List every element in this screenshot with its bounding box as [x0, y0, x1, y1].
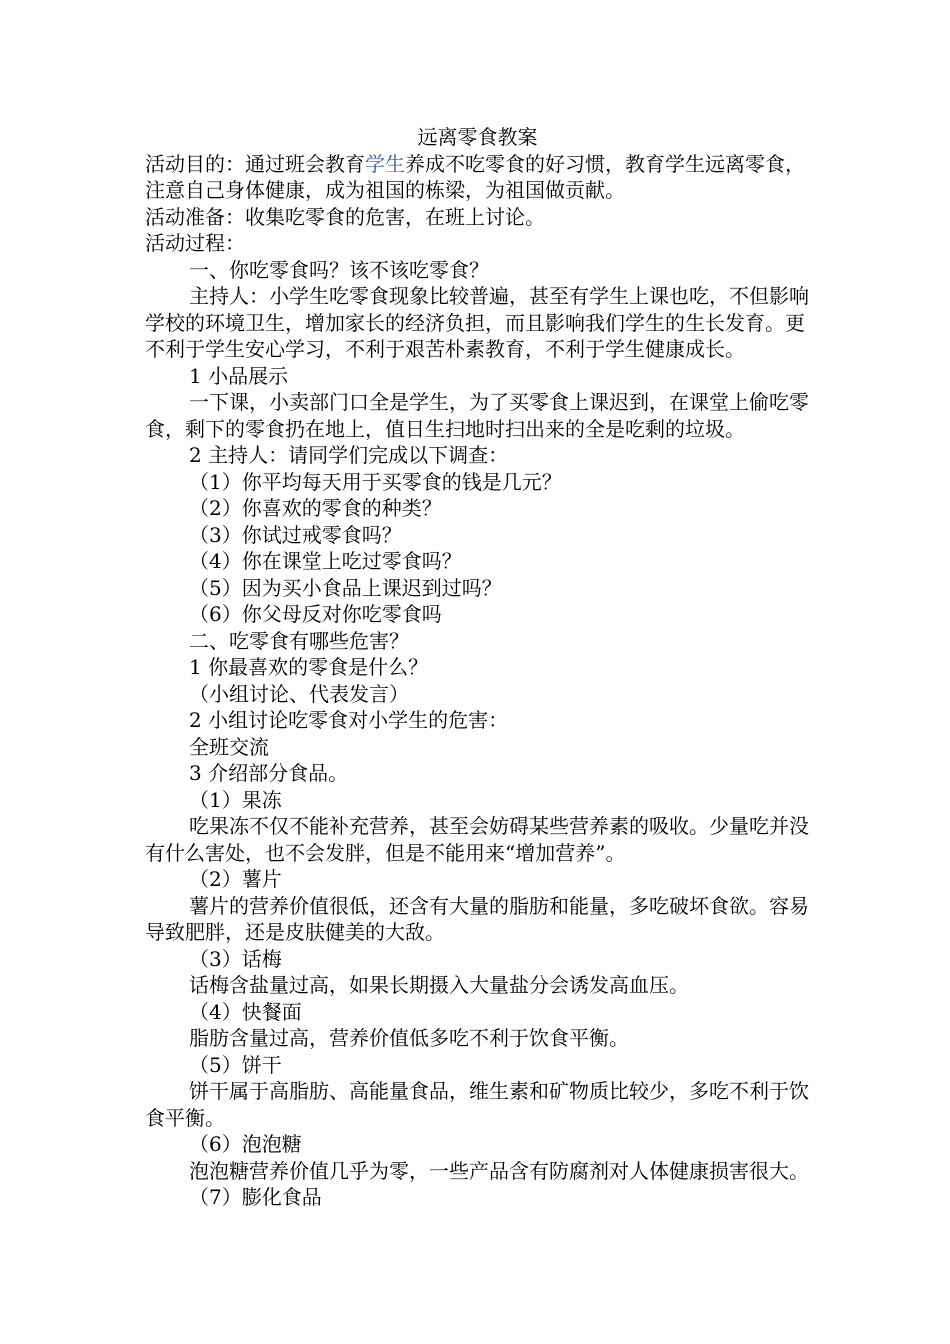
survey-item: （6）你父母反对你吃零食吗: [189, 602, 442, 626]
section-2-heading: 二、吃零食有哪些危害？: [189, 628, 409, 653]
activity-preparation: 活动准备：收集吃零食的危害，在班上讨论。: [145, 204, 545, 229]
question-2-note: 全班交流: [189, 734, 269, 759]
food-description: 泡泡糖营养价值几乎为零，一些产品含有防腐剂对人体健康损害很大。: [189, 1158, 809, 1183]
survey-item: （1）你平均每天用于买零食的钱是几元？: [189, 469, 562, 494]
purpose-text-start: 活动目的：通过班会教育: [145, 151, 365, 176]
question-1: 1 你最喜欢的零食是什么？: [189, 655, 429, 679]
question-1-note: （小组讨论、代表发言）: [189, 681, 409, 706]
activity-purpose: [145, 151, 810, 204]
student-link[interactable]: 学生: [365, 151, 405, 176]
activity-process-label: 活动过程：: [145, 231, 245, 255]
food-description: 话梅含盐量过高，如果长期摄入大量盐分会诱发高血压。: [189, 973, 689, 997]
food-description: 薯片的营养价值很低，还含有大量的脂肪和能量，多吃破坏食欲。容易导致肥胖，还是皮肤健美的大敌。: [145, 893, 809, 944]
question-2: 2 小组讨论吃零食对小学生的危害：: [189, 708, 509, 732]
food-name: （5）饼干: [189, 1052, 282, 1077]
food-description: 饼干属于高脂肪、高能量食品，维生素和矿物质比较少，多吃不利于饮食平衡。: [145, 1079, 809, 1130]
survey-item: （5）因为买小食品上课迟到过吗？: [189, 575, 502, 600]
document-title: 远离零食教案: [417, 125, 538, 149]
skit-text: 一下课，小卖部门口全是学生，为了买零食上课迟到，在课堂上偷吃零食，剩下的零食扔在地上，值日生扫地时扫出来的全是吃剩的垃圾。: [145, 390, 809, 441]
food-name: （1）果冻: [189, 787, 282, 812]
skit-heading: 1 小品展示: [189, 363, 289, 388]
question-3: 3 介绍部分食品。: [189, 761, 349, 785]
host-intro: 主持人：小学生吃零食现象比较普遍，甚至有学生上课也吃，不但影响学校的环境卫生，增加家长的经济负担，而且影响我们学生的生长发育。更不利于学生安心学习，不利于艰苦朴素教育，不利于学生健康成长。: [145, 284, 809, 361]
document-body: [145, 124, 810, 1211]
survey-item: （3）你试过戒零食吗？: [189, 522, 402, 547]
food-description: 吃果冻不仅不能补充营养，甚至会妨碍某些营养素的吸收。少量吃并没有什么害处，也不会发胖，但是不能用来“增加营养”。: [145, 814, 809, 865]
purpose-text-end: 养成不吃零食的好习惯，教育学生远离零食，注意自己身体健康，成为祖国的栋梁，为祖国做贡献。: [145, 151, 805, 202]
food-name: （6）泡泡糖: [189, 1132, 302, 1156]
food-name: （7）膨化食品: [189, 1185, 322, 1209]
food-name: （2）薯片: [189, 867, 282, 891]
food-name: （3）话梅: [189, 946, 282, 971]
survey-item: （4）你在课堂上吃过零食吗？: [189, 549, 462, 573]
survey-item: （2）你喜欢的零食的种类？: [189, 496, 442, 520]
food-description: 脂肪含量过高，营养价值低多吃不利于饮食平衡。: [189, 1026, 629, 1050]
food-name: （4）快餐面: [189, 999, 302, 1024]
section-1-heading: 一、你吃零食吗？该不该吃零食？: [189, 257, 489, 282]
survey-heading: 2 主持人：请同学们完成以下调查：: [189, 443, 509, 467]
